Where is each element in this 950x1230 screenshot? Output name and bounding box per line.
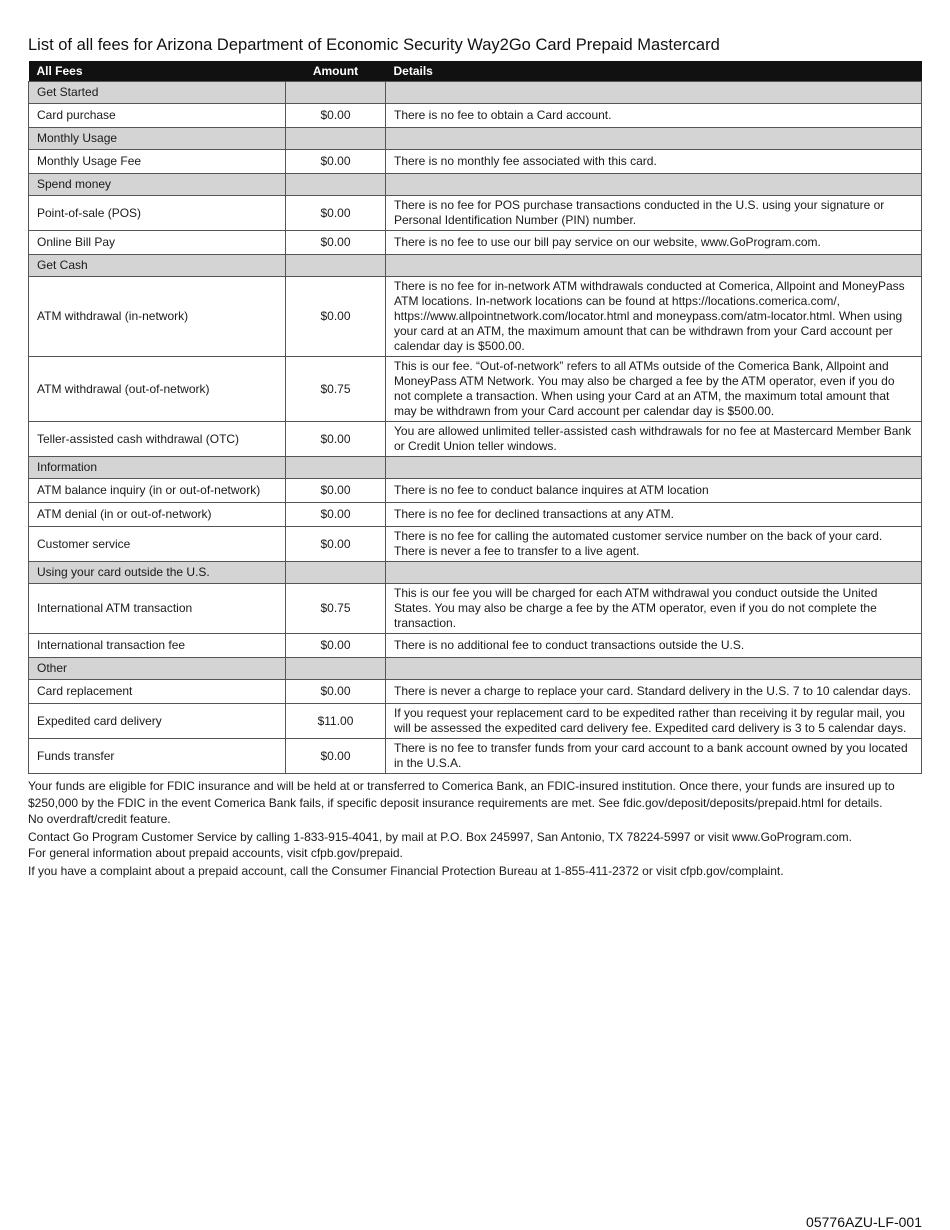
header-details: Details xyxy=(386,61,922,82)
section-row xyxy=(29,128,922,150)
overdraft-text: No overdraft/credit feature. xyxy=(28,812,171,826)
contact-info xyxy=(28,829,922,862)
fee-name: ATM denial (in or out-of-network) xyxy=(29,503,286,527)
complaint-info: If you have a complaint about a prepaid account, call the Consumer Financial Protection Bureau at 1-855-411-2372 or visit cfpb.gov/complaint. xyxy=(28,863,784,878)
fee-details: There is no fee to obtain a Card account. xyxy=(386,104,922,128)
fee-amount: $0.00 xyxy=(286,634,386,658)
fee-amount: $0.00 xyxy=(286,680,386,704)
fee-row xyxy=(29,150,922,174)
document-title: List of all fees for Arizona Department of Economic Security Way2Go Card Prepaid Mastercard xyxy=(28,36,720,54)
fee-name: Customer service xyxy=(29,527,286,562)
fee-name: Online Bill Pay xyxy=(29,231,286,255)
fee-details: There is no additional fee to conduct transactions outside the U.S. xyxy=(386,634,922,658)
fee-name: Funds transfer xyxy=(29,739,286,774)
fee-name: ATM withdrawal (out-of-network) xyxy=(29,357,286,422)
section-label: Get Started xyxy=(29,82,286,104)
fee-name: Card replacement xyxy=(29,680,286,704)
fee-name: Teller-assisted cash withdrawal (OTC) xyxy=(29,422,286,457)
fee-row xyxy=(29,739,922,774)
section-details-cell xyxy=(386,128,922,150)
section-label: Spend money xyxy=(29,174,286,196)
fee-row xyxy=(29,277,922,357)
fee-table xyxy=(28,61,922,774)
section-label: Other xyxy=(29,658,286,680)
fee-details: You are allowed unlimited teller-assisted cash withdrawals for no fee at Mastercard Member Bank or Credit Union teller windows. xyxy=(386,422,922,457)
fee-details: There is no monthly fee associated with this card. xyxy=(386,150,922,174)
fee-details: This is our fee you will be charged for each ATM withdrawal you conduct outside the United States. You may also be charge a fee by the ATM operator, even if you do not complete the transaction. xyxy=(386,584,922,634)
fee-amount: $0.00 xyxy=(286,503,386,527)
section-details-cell xyxy=(386,174,922,196)
fee-row xyxy=(29,634,922,658)
fee-details: If you request your replacement card to be expedited rather than receiving it by regular mail, you will be assessed the expedited card delivery fee. Expedited card delivery is 3 to 5 calendar days. xyxy=(386,704,922,739)
general-info-text: For general information about prepaid accounts, visit cfpb.gov/prepaid. xyxy=(28,846,403,860)
fee-amount: $0.00 xyxy=(286,104,386,128)
section-details-cell xyxy=(386,255,922,277)
fee-document xyxy=(28,36,922,880)
section-row xyxy=(29,658,922,680)
fee-details: There is no fee for calling the automated customer service number on the back of your card. There is never a fee to transfer to a live agent. xyxy=(386,527,922,562)
fee-row xyxy=(29,231,922,255)
section-row xyxy=(29,457,922,479)
fdic-text: Your funds are eligible for FDIC insurance and will be held at or transferred to Comerica Bank, an FDIC-insured institution. Once there, your funds are insured up to $250,000 by the FDIC in the event Comerica Bank fails, if specific deposit insurance requirements are met. See fdic.gov/deposit/deposits/prepaid.html for details. xyxy=(28,779,895,810)
fee-details: There is no fee for POS purchase transactions conducted in the U.S. using your signature or Personal Identification Number (PIN) number. xyxy=(386,196,922,231)
section-amount-cell xyxy=(286,174,386,196)
section-amount-cell xyxy=(286,82,386,104)
fee-table-header xyxy=(29,61,922,82)
fee-name: ATM balance inquiry (in or out-of-network) xyxy=(29,479,286,503)
fdic-disclosure xyxy=(28,778,922,828)
fee-amount: $0.75 xyxy=(286,357,386,422)
section-row xyxy=(29,82,922,104)
fee-details: There is no fee to conduct balance inquires at ATM location xyxy=(386,479,922,503)
fee-name: International transaction fee xyxy=(29,634,286,658)
section-label: Get Cash xyxy=(29,255,286,277)
section-details-cell xyxy=(386,82,922,104)
section-amount-cell xyxy=(286,128,386,150)
fee-name: ATM withdrawal (in-network) xyxy=(29,277,286,357)
section-row xyxy=(29,255,922,277)
fee-row xyxy=(29,584,922,634)
section-details-cell xyxy=(386,562,922,584)
fee-details: This is our fee. “Out-of-network” refers to all ATMs outside of the Comerica Bank, Allpoint and MoneyPass ATM Network. You may also be charged a fee by the ATM operator, even if you do not complete a transaction. When using your Card at an ATM, the maximum total amount that may be withdrawn from your Card account per calendar day is $500.00. xyxy=(386,357,922,422)
fee-name: Point-of-sale (POS) xyxy=(29,196,286,231)
fee-row xyxy=(29,680,922,704)
fee-row xyxy=(29,503,922,527)
header-all-fees: All Fees xyxy=(29,61,286,82)
section-label: Using your card outside the U.S. xyxy=(29,562,286,584)
fee-amount: $0.00 xyxy=(286,231,386,255)
fee-row xyxy=(29,422,922,457)
section-label: Monthly Usage xyxy=(29,128,286,150)
fee-row xyxy=(29,357,922,422)
section-row xyxy=(29,562,922,584)
section-details-cell xyxy=(386,658,922,680)
fee-amount: $0.00 xyxy=(286,277,386,357)
section-label: Information xyxy=(29,457,286,479)
fee-name: Expedited card delivery xyxy=(29,704,286,739)
document-code: 05776AZU-LF-001 xyxy=(806,1214,922,1230)
fee-table-body xyxy=(29,82,922,774)
fee-row xyxy=(29,704,922,739)
fee-details: There is no fee to use our bill pay service on our website, www.GoProgram.com. xyxy=(386,231,922,255)
fee-amount: $0.00 xyxy=(286,150,386,174)
fee-amount: $0.00 xyxy=(286,196,386,231)
section-amount-cell xyxy=(286,255,386,277)
fee-row xyxy=(29,196,922,231)
fee-amount: $11.00 xyxy=(286,704,386,739)
section-amount-cell xyxy=(286,658,386,680)
fee-row xyxy=(29,104,922,128)
section-row xyxy=(29,174,922,196)
footer-disclosures xyxy=(28,778,922,879)
fee-name: Card purchase xyxy=(29,104,286,128)
fee-details: There is no fee to transfer funds from your card account to a bank account owned by you located in the U.S.A. xyxy=(386,739,922,774)
fee-details: There is no fee for in-network ATM withdrawals conducted at Comerica, Allpoint and MoneyPass ATM locations. In-network locations can be found at https://locations.comerica.com/, https://www.allpointnetwork.com/locator.html and moneypass.com/atm-locator.html. When using your card at an ATM, the maximum amount that can be withdrawn from your Card account per calendar day is $500.00. xyxy=(386,277,922,357)
fee-details: There is never a charge to replace your card. Standard delivery in the U.S. 7 to 10 calendar days. xyxy=(386,680,922,704)
fee-name: International ATM transaction xyxy=(29,584,286,634)
fee-details: There is no fee for declined transactions at any ATM. xyxy=(386,503,922,527)
fee-row xyxy=(29,527,922,562)
section-amount-cell xyxy=(286,457,386,479)
fee-amount: $0.75 xyxy=(286,584,386,634)
fee-amount: $0.00 xyxy=(286,479,386,503)
fee-row xyxy=(29,479,922,503)
fee-amount: $0.00 xyxy=(286,527,386,562)
header-amount: Amount xyxy=(286,61,386,82)
fee-amount: $0.00 xyxy=(286,422,386,457)
fee-amount: $0.00 xyxy=(286,739,386,774)
contact-text: Contact Go Program Customer Service by calling 1-833-915-4041, by mail at P.O. Box 245997, San Antonio, TX 78224-5997 or visit www.GoProgram.com. xyxy=(28,829,852,844)
fee-name: Monthly Usage Fee xyxy=(29,150,286,174)
section-details-cell xyxy=(386,457,922,479)
section-amount-cell xyxy=(286,562,386,584)
